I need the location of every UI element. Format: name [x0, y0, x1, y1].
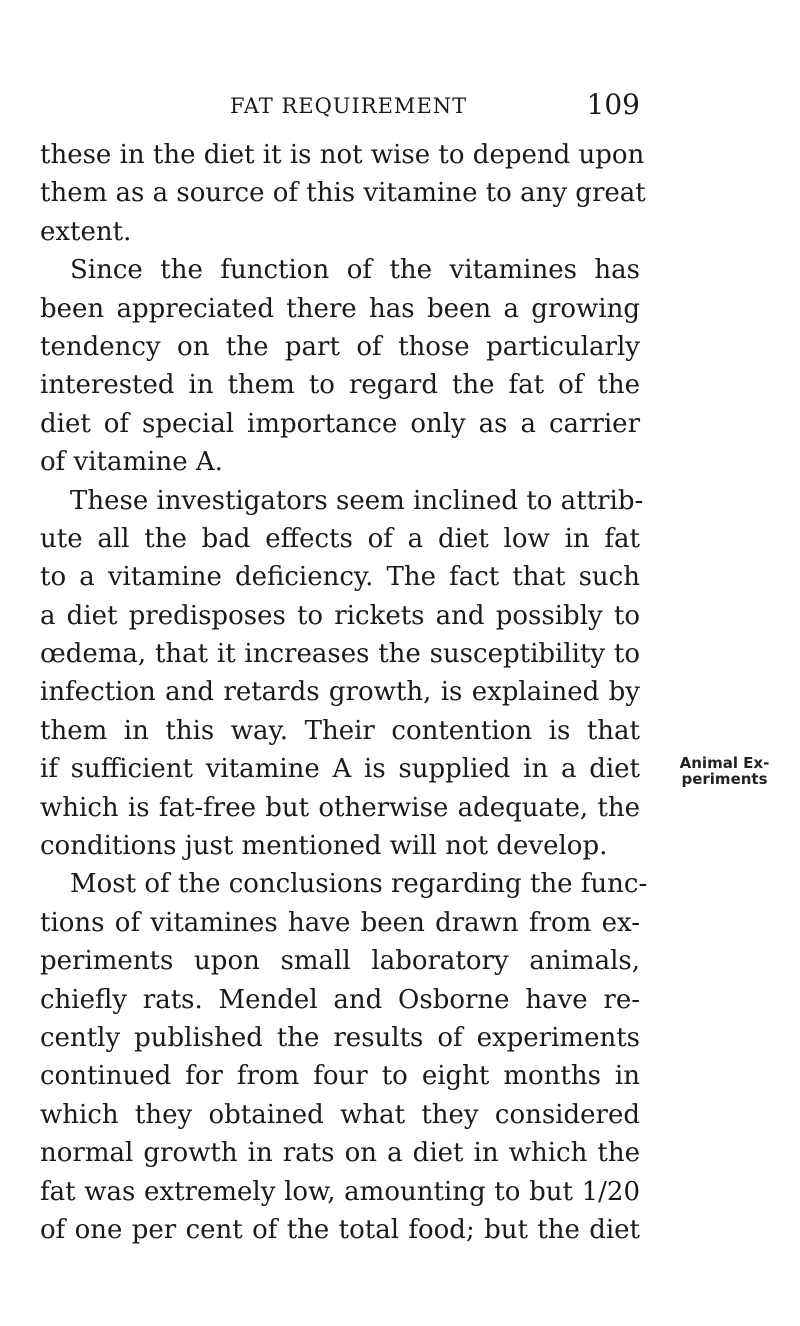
body-text — [40, 136, 648, 1249]
text-line: extent. — [40, 216, 132, 247]
text-line: conditions just mentioned will not develop. — [40, 831, 608, 862]
text-line: infection and retards growth, is explained by — [40, 677, 640, 708]
margin-note-line: periments — [681, 770, 768, 788]
text-line: of one per cent of the total food; but the diet — [40, 1214, 640, 1245]
text-line: them in this way. Their contention is that — [40, 715, 640, 746]
text-line: if sufficient vitamine A is supplied in a diet — [40, 754, 640, 785]
text-line: been appreciated there has been a growing — [40, 293, 640, 324]
text-line: a diet predisposes to rickets and possibly to — [40, 600, 640, 631]
text-line: periments upon small laboratory animals, — [40, 946, 640, 977]
text-line: cently published the results of experiments — [40, 1022, 640, 1053]
text-line: these in the diet it is not wise to depend upon — [40, 140, 645, 170]
text-line: which is fat-free but otherwise adequate, the — [40, 792, 640, 823]
text-line: tendency on the part of those particularly — [40, 331, 640, 362]
text-line: fat was extremely low, amounting to but 1/20 — [40, 1176, 640, 1207]
text-line: of vitamine A. — [40, 447, 223, 478]
text-line: interested in them to regard the fat of the — [40, 370, 640, 401]
margin-note-line: Animal Ex- — [679, 754, 770, 772]
text-line: chiefly rats. Mendel and Osborne have re- — [40, 984, 640, 1015]
text-line: Since the function of the vitamines has — [70, 255, 640, 286]
text-line: diet of special importance only as a carrier — [40, 408, 640, 439]
text-line: which they obtained what they considered — [40, 1099, 640, 1130]
text-line: to a vitamine deficiency. The fact that such — [40, 562, 640, 593]
text-line: them as a source of this vitamine to any great — [40, 178, 646, 209]
text-line: œdema, that it increases the susceptibility to — [40, 639, 640, 670]
text-line: ute all the bad effects of a diet low in fat — [40, 523, 640, 554]
margin-note — [652, 755, 797, 787]
text-line: normal growth in rats on a diet in which the — [40, 1138, 640, 1169]
page-number: 109 — [586, 88, 640, 121]
running-title: FAT REQUIREMENT — [230, 94, 468, 118]
text-line: These investigators seem inclined to attrib- — [70, 485, 644, 516]
running-head — [40, 88, 640, 128]
text-line: Most of the conclusions regarding the func- — [70, 869, 648, 900]
text-line: tions of vitamines have been drawn from ex- — [40, 907, 640, 938]
text-line: continued for from four to eight months in — [40, 1061, 640, 1092]
